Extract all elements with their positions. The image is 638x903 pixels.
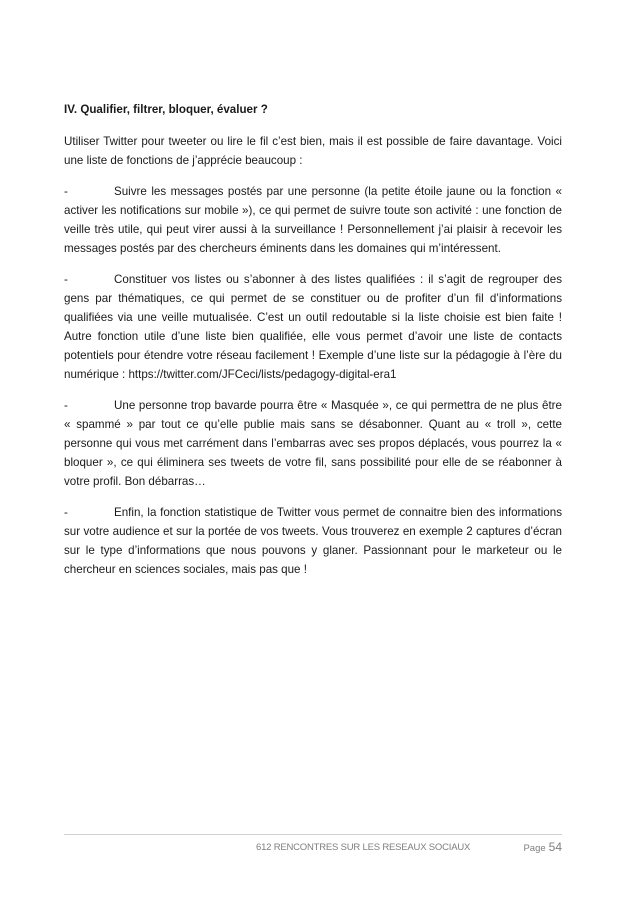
list-bullet: - <box>64 506 68 519</box>
footer-title: 612 RENCONTRES SUR LES RESEAUX SOCIAUX <box>256 842 471 853</box>
list-bullet: - <box>64 185 68 198</box>
page-footer <box>64 834 562 855</box>
footer-page-label: Page <box>523 843 546 854</box>
list-item-text: Constituer vos listes ou s’abonner à des listes qualifiées : il s’agit de regrouper des gens par thématiques, ce qui permet de se constituer ou de profiter d’un fil d’informations qualifiées via une veille mutualisée. C’est un outil redoutable si la liste choisie est bien faite ! Autre fonction utile d’une liste bien qualifiée, elle vous permet d’avoir une liste de contacts potentiels pour étendre votre réseau facilement ! Exemple d’une liste sur la pédagogie à l’ère du numérique : https://twitter.com/JFCeci/lists/pedagogy-digital-era1 <box>64 273 562 381</box>
list-bullet: - <box>64 273 68 286</box>
list-item <box>64 396 562 491</box>
list-bullet: - <box>64 399 68 412</box>
footer-page-number: 54 <box>548 840 562 854</box>
list-item <box>64 182 562 258</box>
document-body <box>64 100 562 591</box>
list-item-text: Enfin, la fonction statistique de Twitter vous permet de connaitre bien des informations sur votre audience et sur la portée de vos tweets. Vous trouverez en exemple 2 captures d’écran sur le type d’informations que nous pouvons y glaner. Passionnant pour le marketeur ou le chercheur en sciences sociales, mais pas que ! <box>64 506 562 576</box>
list-item <box>64 270 562 384</box>
section-heading: IV. Qualifier, filtrer, bloquer, évaluer ? <box>64 103 268 116</box>
list-item-text: Suivre les messages postés par une personne (la petite étoile jaune ou la fonction « activer les notifications sur mobile »), ce qui permet de suivre toute son activité : une fonction de veille très utile, qui peut virer aussi à la surveillance ! Personnellement j’ai plaisir à recevoir les messages postés par des chercheurs éminents dans les domaines qui m’intéressent. <box>64 185 562 255</box>
footer-page <box>523 840 562 854</box>
intro-paragraph: Utiliser Twitter pour tweeter ou lire le fil c’est bien, mais il est possible de faire davantage. Voici une liste de fonctions de j’apprécie beaucoup : <box>64 135 562 167</box>
list-item <box>64 503 562 579</box>
list-item-text: Une personne trop bavarde pourra être « Masquée », ce qui permettra de ne plus être « spammé » par tout ce qu’elle publie mais sans se désabonner. Quant au « troll », cette personne qui vous met carrément dans l’embarras avec ses propos déplacés, vous pourrez la « bloquer », ce qui éliminera ses tweets de votre fil, sans possibilité pour elle de se réabonner à votre profil. Bon débarras… <box>64 399 562 488</box>
